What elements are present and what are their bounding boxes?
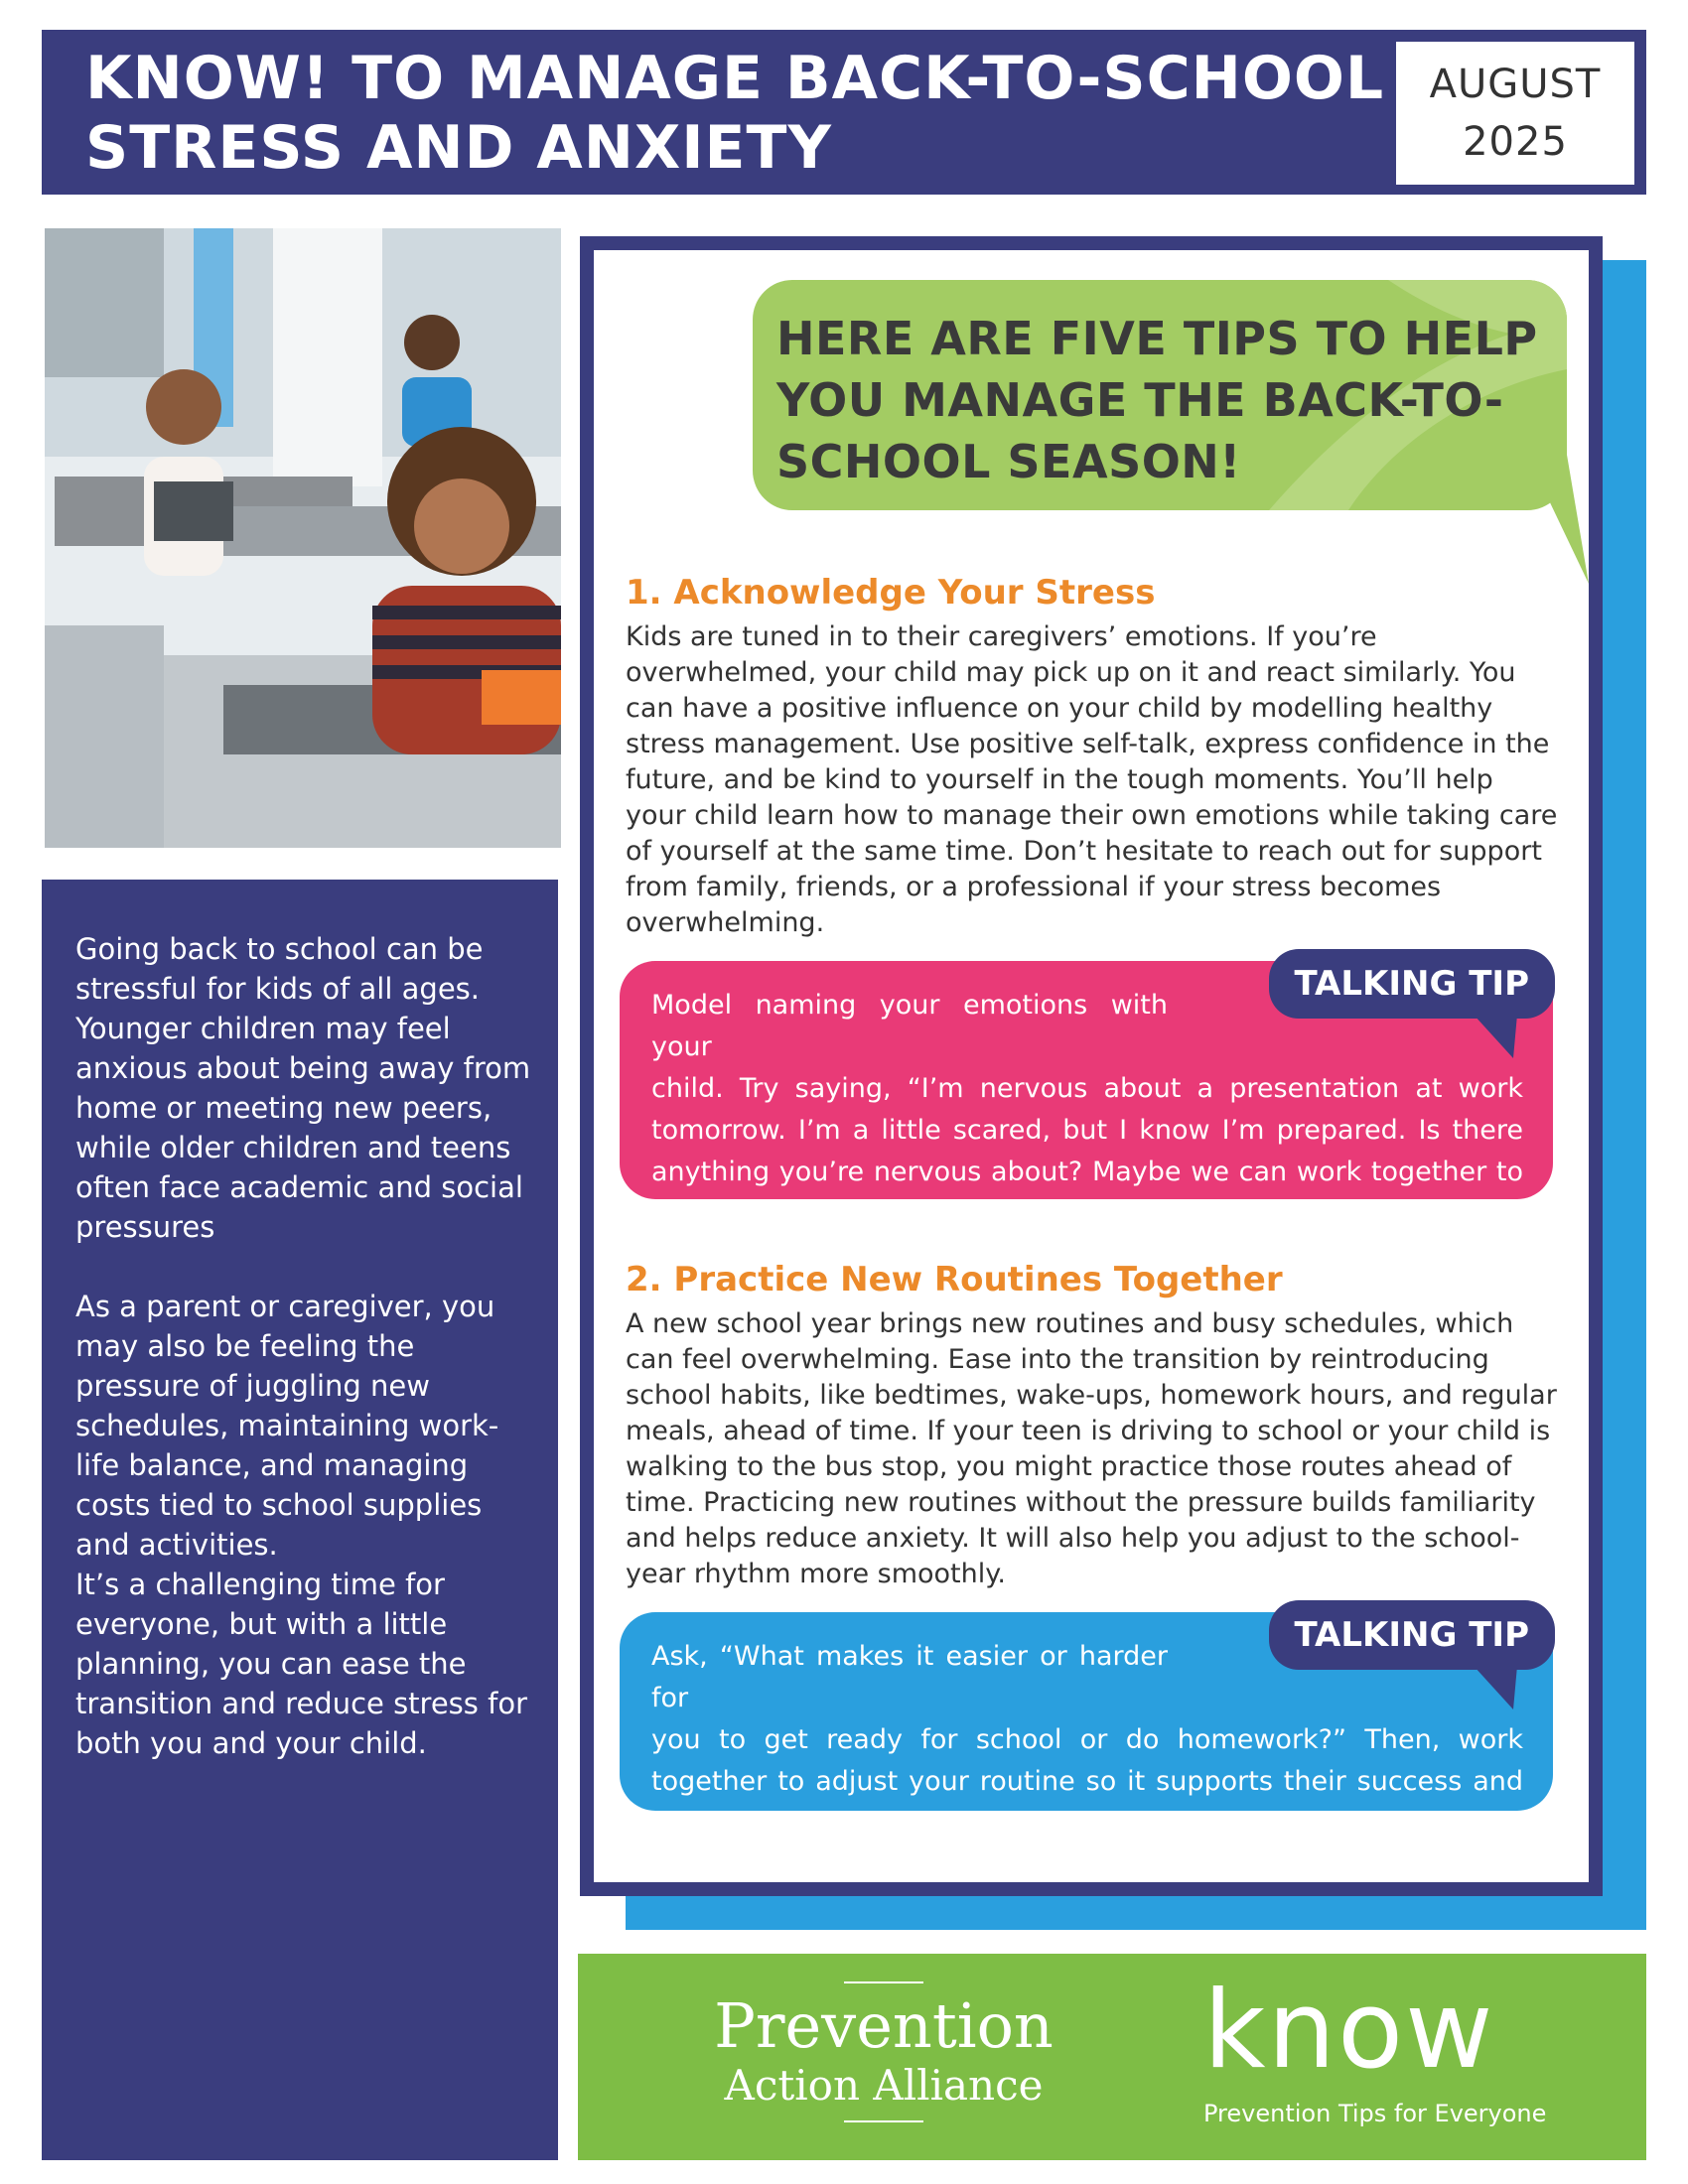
talking-tip-1-text-rest: child. Try saying, “I’m nervous about a presentation at work tomorrow. I’m a little scared, but I know I’m prepared. Is there anything you’re nervous about? Maybe we can work together to help you feel more confident.” xyxy=(651,1073,1523,1229)
know-wordmark: know xyxy=(1203,1969,1495,2093)
talking-tip-1-text xyxy=(651,985,1523,1235)
intro-panel xyxy=(42,880,558,2160)
know-logo xyxy=(1203,1969,1581,2128)
page-title-line1: KNOW! TO MANAGE BACK-TO-SCHOOL xyxy=(85,44,1385,113)
tip-2-heading: 2. Practice New Routines Together xyxy=(626,1260,1283,1299)
logo-line-2: Action Alliance xyxy=(724,2061,1044,2110)
tip-section-2 xyxy=(626,1257,1559,1592)
talking-tip-1-label-tail xyxy=(1474,1015,1517,1058)
talking-tip-2-text-rest: you to get ready for school or do homework?” Then, work together to adjust your routine so it supports their success and reduces stress. xyxy=(651,1724,1523,1839)
logo-rule-top xyxy=(844,1981,923,1983)
date-month: AUGUST xyxy=(1429,62,1602,107)
intro-paragraph-3: It’s a challenging time for everyone, but with a little planning, you can ease the transition and reduce stress for both you and your child. xyxy=(75,1568,527,1760)
classroom-photo xyxy=(45,228,561,848)
talking-tip-2-label: TALKING TIP xyxy=(1269,1600,1556,1670)
talking-tip-1-text-start: Model naming your emotions with your xyxy=(651,990,1168,1062)
footer-bar xyxy=(578,1954,1646,2160)
prevention-action-alliance-logo xyxy=(685,1981,1082,2122)
tip-1-heading: 1. Acknowledge Your Stress xyxy=(626,573,1156,613)
page-title xyxy=(85,44,1416,183)
talking-tip-1-label: TALKING TIP xyxy=(1269,949,1556,1019)
tip-section-1 xyxy=(626,570,1559,941)
talking-tip-1 xyxy=(620,961,1553,1229)
intro-paragraph-2: As a parent or caregiver, you may also be feeling the pressure of juggling new schedules, maintaining work-life balance, and managing costs tied to school supplies and activities. xyxy=(75,1290,499,1562)
header-bar xyxy=(42,30,1646,195)
date-box xyxy=(1396,42,1634,185)
intro-paragraph-1: Going back to school can be stressful for kids of all ages. Younger children may feel anxious about being away from home or meeting new peers, while older children and teens often face academic and social pressures xyxy=(75,932,531,1244)
tips-heading-bubble xyxy=(753,280,1567,510)
talking-tip-2 xyxy=(620,1612,1553,1839)
classroom-photo-illustration xyxy=(45,228,561,848)
know-tagline: Prevention Tips for Everyone xyxy=(1203,2100,1547,2127)
talking-tip-2-label-tail xyxy=(1474,1666,1517,1709)
page-title-line2: STRESS AND ANXIETY xyxy=(85,113,832,183)
tips-card xyxy=(580,236,1603,1896)
intro-text xyxy=(75,929,542,1803)
logo-line-1: Prevention xyxy=(714,1989,1054,2062)
tips-heading: HERE ARE FIVE TIPS TO HELP YOU MANAGE THE BACK-TO-SCHOOL SEASON! xyxy=(776,312,1538,488)
date-year: 2025 xyxy=(1463,119,1568,165)
logo-rule-bottom xyxy=(844,2120,923,2122)
tip-2-body: A new school year brings new routines and busy schedules, which can feel overwhelming. Ease into the transition by reintroducing school habits, like bedtimes, wake-ups, homework hours, and regular meals, ahead of time. If your teen is driving to school or your child is walking to the bus stop, you might practice those routes ahead of time. Practicing new routines without the pressure builds familiarity and helps reduce anxiety. It will also help you adjust to the school-year rhythm more smoothly. xyxy=(626,1308,1557,1589)
tip-1-body: Kids are tuned in to their caregivers’ emotions. If you’re overwhelmed, your child may pick up on it and react similarly. You can have a positive influence on your child by modelling healthy stress management. Use positive self-talk, express confidence in the future, and be kind to yourself in the tough moments. You’ll help your child learn how to manage their own emotions while taking care of yourself at the same time. Don’t hesitate to reach out for support from family, friends, or a professional if your stress becomes overwhelming. xyxy=(626,621,1558,938)
bubble-tail xyxy=(1527,455,1589,584)
talking-tip-2-text-start: Ask, “What makes it easier or harder for xyxy=(651,1641,1168,1713)
